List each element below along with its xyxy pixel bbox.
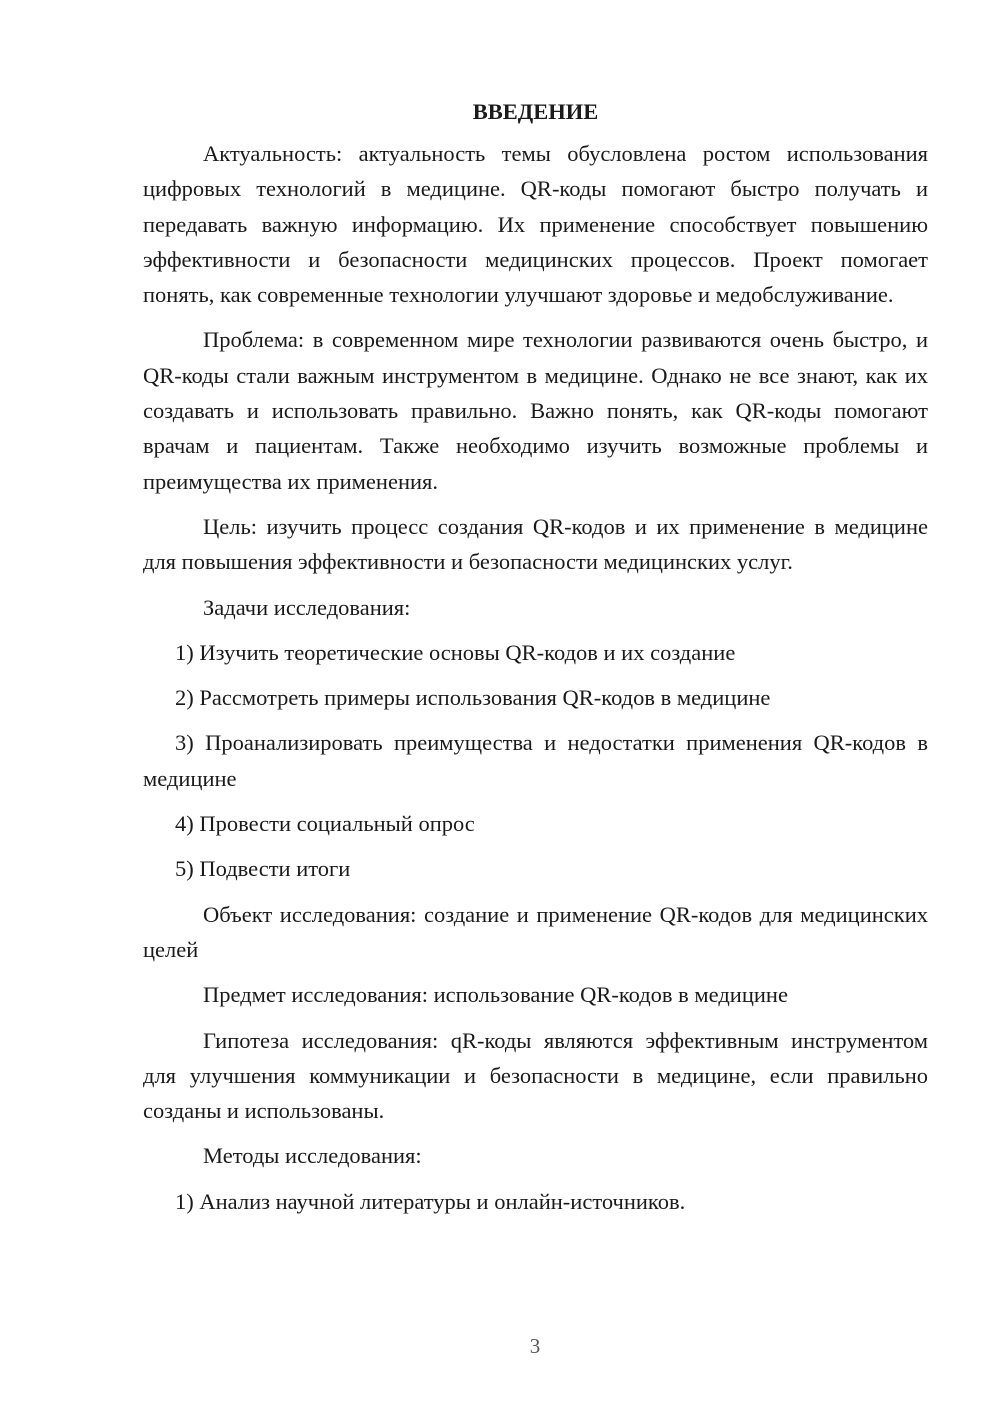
task-item-5: 5) Подвести итоги [175, 856, 351, 882]
paragraph-problem: Проблема: в современном мире технологии развиваются очень быстро, и QR-коды стали важным инструментом в медицине. Однако не все знают, как их создавать и использовать правильно. Важно понять, как QR-коды помогают врачам и пациентам. Также необходимо изучить возможные проблемы и преимущества их применения. [143, 327, 928, 494]
paragraph-object: Объект исследования: создание и применение QR-кодов для медицинских целей [143, 901, 928, 962]
method-item-1: 1) Анализ научной литературы и онлайн-источников. [175, 1188, 686, 1214]
paragraph-relevance: Актуальность: актуальность темы обусловлена ростом использования цифровых технологий в медицине. QR-коды помогают быстро получать и передавать важную информацию. Их применение способствует повышению эффективности и безопасности медицинских процессов. Проект помогает понять, как современные технологии улучшают здоровье и медобслуживание. [143, 141, 928, 308]
task-item-2: 2) Рассмотреть примеры использования QR-кодов в медицине [175, 685, 771, 711]
task-item-3: 3) Проанализировать преимущества и недостатки применения QR-кодов в медицине [143, 730, 928, 791]
paragraph-goal: Цель: изучить процесс создания QR-кодов и их применение в медицине для повышения эффективности и безопасности медицинских услуг. [143, 513, 928, 575]
task-item-1: 1) Изучить теоретические основы QR-кодов и их создание [175, 639, 736, 665]
paragraph-subject: Предмет исследования: использование QR-кодов в медицине [203, 982, 788, 1008]
tasks-heading: Задачи исследования: [203, 594, 411, 620]
task-item-4: 4) Провести социальный опрос [175, 811, 475, 837]
document-page [143, 98, 928, 1219]
section-title: ВВЕДЕНИЕ [472, 99, 599, 124]
paragraph-hypothesis: Гипотеза исследования: qR-коды являются эффективным инструментом для улучшения коммуникации и безопасности в медицине, если правильно созданы и использованы. [143, 1027, 928, 1124]
page-number: 3 [529, 1334, 541, 1358]
methods-heading: Методы исследования: [203, 1143, 422, 1169]
